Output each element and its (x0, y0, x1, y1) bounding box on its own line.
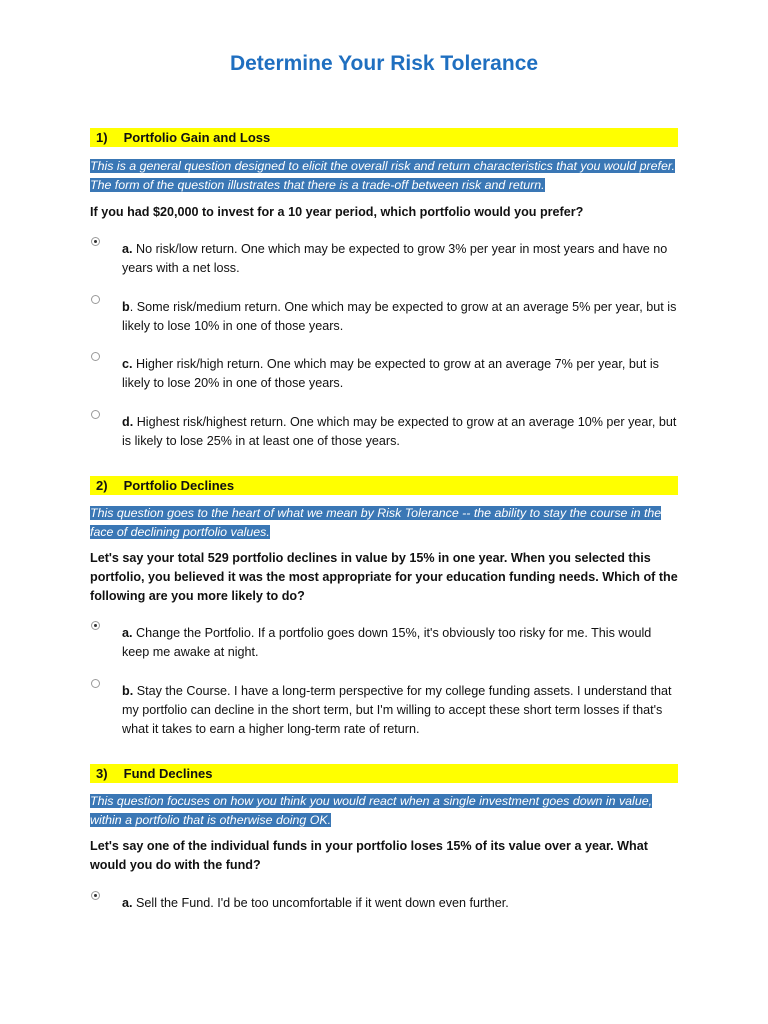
option-c[interactable] (90, 355, 682, 393)
option-letter: c. (122, 357, 133, 371)
option-text: Higher risk/high return. One which may be expected to grow at an average 7% per year, but is likely to lose 20% in one of those years. (122, 357, 659, 390)
radio-button[interactable] (91, 621, 100, 630)
option-text: Change the Portfolio. If a portfolio goes down 15%, it's obviously too risky for me. This would keep me awake at night. (122, 626, 652, 659)
radio-button[interactable] (91, 410, 100, 419)
section-number: 1) (96, 130, 108, 145)
section-intro-text: This is a general question designed to elicit the overall risk and return characteristics that you would prefer. The form of the question illustrates that there is a trade-off between risk and return. (90, 159, 675, 192)
question-text: Let's say one of the individual funds in your portfolio loses 15% of its value over a year. What would you do with the fund? (90, 839, 648, 872)
section-header-portfolio-gain-loss (90, 128, 678, 147)
option-b[interactable] (90, 682, 682, 739)
option-text: Sell the Fund. I'd be too uncomfortable if it went down even further. (136, 896, 509, 910)
option-text: . Some risk/medium return. One which may be expected to grow at an average 5% per year, but is likely to lose 10% in one of those years. (122, 300, 677, 333)
option-a[interactable] (90, 894, 682, 913)
option-letter: b (122, 300, 130, 314)
option-letter: b. (122, 684, 134, 698)
option-b[interactable] (90, 298, 682, 336)
radio-button[interactable] (91, 295, 100, 304)
option-letter: a. (122, 896, 133, 910)
section-header-fund-declines (90, 764, 678, 783)
radio-button[interactable] (91, 237, 100, 246)
option-text: No risk/low return. One which may be expected to grow 3% per year in most years and have no years with a net loss. (122, 242, 668, 275)
section-intro-text: This question goes to the heart of what we mean by Risk Tolerance -- the ability to stay the course in the face of declining portfolio values. (90, 506, 662, 539)
option-letter: a. (122, 242, 133, 256)
section-heading: Fund Declines (123, 766, 213, 781)
section-intro (90, 792, 680, 829)
option-d[interactable] (90, 413, 682, 451)
section-intro-text: This question focuses on how you think you would react when a single investment goes down in value, within a portfolio that is otherwise doing OK. (90, 794, 653, 827)
section-heading: Portfolio Declines (123, 478, 235, 493)
section-heading: Portfolio Gain and Loss (123, 130, 271, 145)
section-number: 3) (96, 766, 108, 781)
section-number: 2) (96, 478, 108, 493)
option-letter: d. (122, 415, 134, 429)
option-text: Stay the Course. I have a long-term perspective for my college funding assets. I understand that my portfolio can decline in the short term, but I'm willing to accept these short term losses if that's what it takes to earn a higher long-term rate of return. (122, 684, 672, 736)
section-header-portfolio-declines (90, 476, 678, 495)
page-title: Determine Your Risk Tolerance (229, 52, 539, 75)
question-text: Let's say your total 529 portfolio declines in value by 15% in one year. When you selected this portfolio, you believed it was the most appropriate for your education funding needs. Which of the following are you more likely to do? (90, 551, 678, 603)
section-intro (90, 504, 680, 541)
option-a[interactable] (90, 624, 682, 662)
radio-button[interactable] (91, 891, 100, 900)
radio-button[interactable] (91, 679, 100, 688)
option-text: Highest risk/highest return. One which may be expected to grow at an average 10% per year, but is likely to lose 25% in at least one of those years. (122, 415, 677, 448)
radio-button[interactable] (91, 352, 100, 361)
option-a[interactable] (90, 240, 682, 278)
section-intro (90, 157, 680, 194)
question-text: If you had $20,000 to invest for a 10 year period, which portfolio would you prefer? (90, 205, 584, 219)
option-letter: a. (122, 626, 133, 640)
